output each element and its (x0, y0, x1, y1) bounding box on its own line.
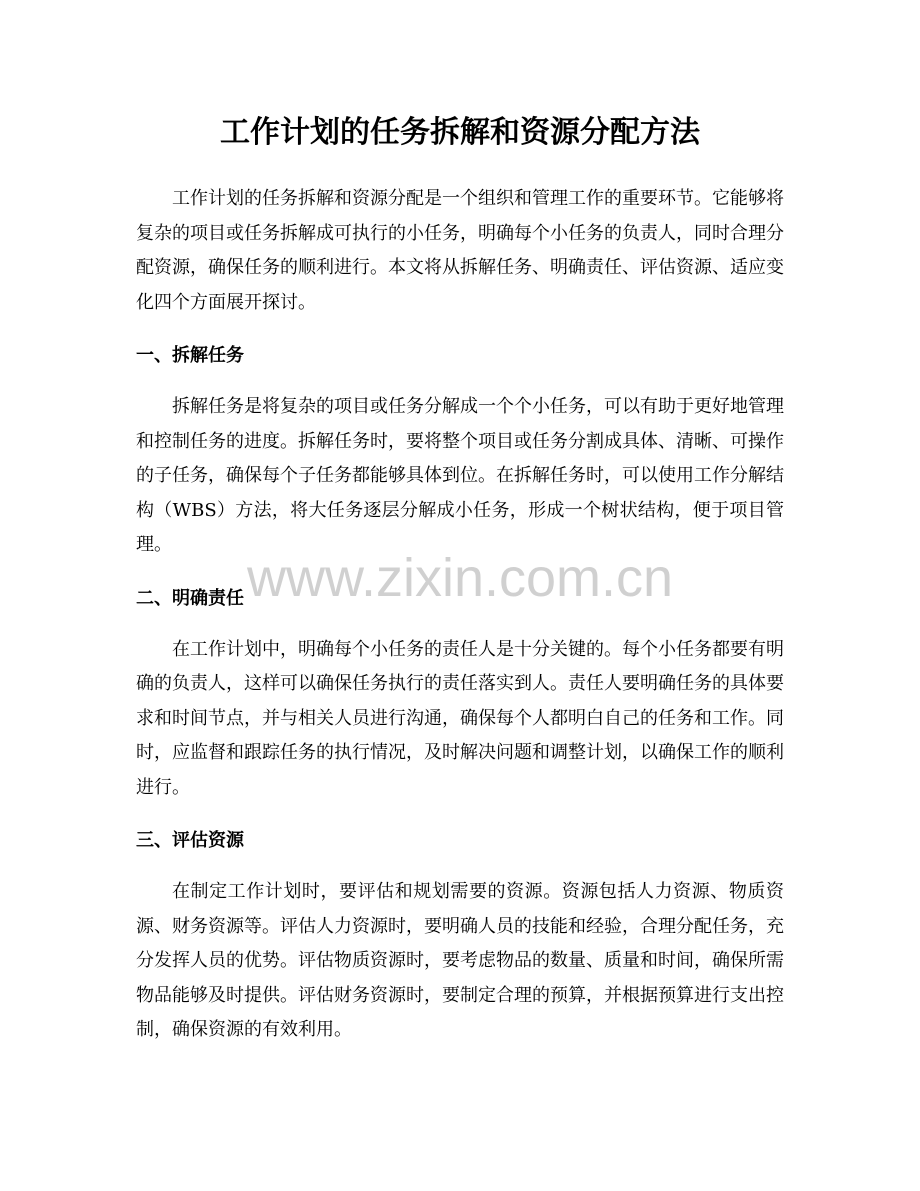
section-heading: 一、拆解任务 (136, 345, 244, 366)
document-content (136, 0, 784, 1048)
section-responsibility (136, 582, 784, 806)
section-paragraph: 在制定工作计划时，要评估和规划需要的资源。资源包括人力资源、物质资源、财务资源等。评估人力资源时，要明确人员的技能和经验，合理分配任务，充分发挥人员的优势。评估物质资源时，要考虑物品的数量、质量和时间，确保所需物品能够及时提供。评估财务资源时，要制定合理的预算，并根据预算进行支出控制，确保资源的有效利用。 (136, 881, 784, 1040)
section-heading: 三、评估资源 (136, 830, 244, 851)
section-task-breakdown (136, 339, 784, 563)
document-title: 工作计划的任务拆解和资源分配方法 (220, 115, 700, 150)
section-paragraph: 在工作计划中，明确每个小任务的责任人是十分关键的。每个小任务都要有明确的负责人，这样可以确保任务执行的责任落实到人。责任人要明确任务的具体要求和时间节点，并与相关人员进行沟通，确保每个人都明白自己的任务和工作。同时，应监督和跟踪任务的执行情况，及时解决问题和调整计划，以确保工作的顺利进行。 (136, 638, 784, 798)
watermark: www.zixin.com.cn (246, 548, 674, 608)
section-heading: 二、明确责任 (136, 587, 244, 609)
section-resource-assessment (136, 824, 784, 1048)
section-paragraph: 拆解任务是将复杂的项目或任务分解成一个个小任务，可以有助于更好地管理和控制任务的进度。拆解任务时，要将整个项目或任务分割成具体、清晰、可操作的子任务，确保每个子任务都能够具体到位。在拆解任务时，可以使用工作分解结构（WBS）方法，将大任务逐层分解成小任务，形成一个树状结构，便于项目管理。 (136, 396, 784, 555)
intro-paragraph: 工作计划的任务拆解和资源分配是一个组织和管理工作的重要环节。它能够将复杂的项目或任务拆解成可执行的小任务，明确每个小任务的负责人，同时合理分配资源，确保任务的顺利进行。本文将从拆解任务、明确责任、评估资源、适应变化四个方面展开探讨。 (136, 188, 784, 313)
